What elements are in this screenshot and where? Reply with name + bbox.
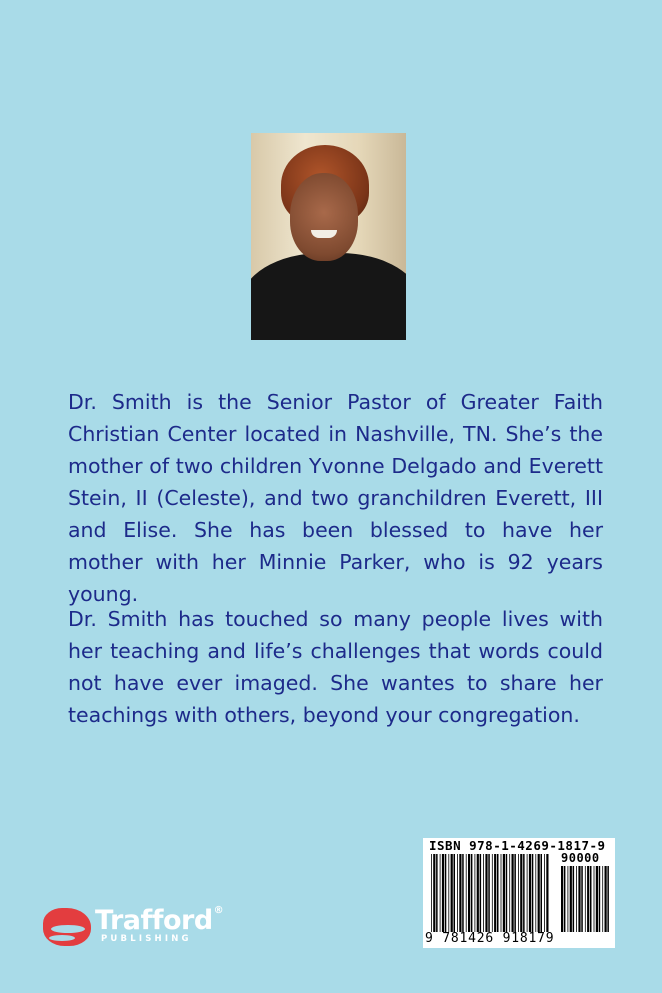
barcode-bar bbox=[471, 854, 473, 932]
barcode-bar bbox=[514, 854, 516, 932]
barcode-bar bbox=[433, 854, 435, 932]
author-face bbox=[290, 173, 358, 261]
barcode-bar bbox=[457, 854, 458, 932]
barcode-bar bbox=[475, 854, 476, 932]
barcode-bar bbox=[451, 854, 453, 932]
barcode-bar bbox=[485, 854, 487, 932]
barcode-bar bbox=[509, 854, 510, 932]
author-photo bbox=[251, 133, 406, 340]
barcode-bar bbox=[468, 854, 470, 932]
barcode-bar bbox=[576, 866, 577, 932]
barcode-bar bbox=[532, 854, 534, 932]
barcode-bar bbox=[541, 854, 543, 932]
barcode-bar bbox=[546, 854, 548, 932]
barcode-bar bbox=[535, 854, 536, 932]
isbn-label: ISBN 978-1-4269-1817-9 bbox=[429, 838, 606, 853]
barcode-bar bbox=[523, 854, 525, 932]
publisher-name: Trafford® bbox=[95, 905, 224, 936]
barcode-bar bbox=[607, 866, 609, 932]
barcode-bar bbox=[581, 866, 583, 932]
barcode-bar bbox=[448, 854, 449, 932]
publisher-tagline: PUBLISHING bbox=[101, 934, 192, 944]
barcode-bar bbox=[488, 854, 490, 932]
barcode-bar bbox=[494, 854, 496, 932]
ean-barcode-bars bbox=[431, 854, 549, 932]
barcode-bar bbox=[454, 854, 456, 932]
barcode-bar bbox=[462, 854, 464, 932]
barcode-bar bbox=[527, 854, 528, 932]
barcode-bar bbox=[501, 854, 502, 932]
barcode-bar bbox=[544, 854, 545, 932]
bio-paragraph-1: Dr. Smith is the Senior Pastor of Greater Faith Christian Center located in Nashville, TN. She’s the mother of two children Yvonne Delgado and Everett Stein, II (Celeste), and two granchildren Everett, III and Elise. She has been blessed to have her mother with her Minnie Parker, who is 92 years young. bbox=[68, 390, 603, 606]
barcode-addon-number: 90000 bbox=[561, 851, 600, 865]
barcode-bar bbox=[466, 854, 467, 932]
barcode-bar bbox=[506, 854, 508, 932]
barcode-bar bbox=[590, 866, 592, 932]
barcode-bar bbox=[599, 866, 601, 932]
barcode-bar bbox=[492, 854, 493, 932]
addon-barcode-bars bbox=[561, 866, 611, 932]
barcode-bar bbox=[503, 854, 505, 932]
barcode-bar bbox=[497, 854, 499, 932]
registered-mark: ® bbox=[213, 905, 224, 916]
barcode-bar bbox=[594, 866, 595, 932]
barcode-bar bbox=[568, 866, 569, 932]
barcode-bar bbox=[445, 854, 447, 932]
ean-digits: 9 781426 918179 bbox=[425, 931, 555, 946]
barcode-bar bbox=[520, 854, 522, 932]
barcode-bar bbox=[477, 854, 479, 932]
barcode-bar bbox=[512, 854, 514, 932]
barcode-bar bbox=[538, 854, 540, 932]
barcode-bar bbox=[480, 854, 482, 932]
isbn-barcode bbox=[423, 838, 615, 948]
barcode-bar bbox=[596, 866, 598, 932]
author-jacket bbox=[251, 253, 406, 340]
barcode-bar bbox=[442, 854, 444, 932]
barcode-bar bbox=[436, 854, 438, 932]
barcode-bar bbox=[605, 866, 607, 932]
barcode-bar bbox=[564, 866, 566, 932]
author-smile bbox=[311, 230, 337, 238]
barcode-bar bbox=[570, 866, 572, 932]
barcode-bar bbox=[483, 854, 484, 932]
barcode-bar bbox=[578, 866, 580, 932]
publisher-logo bbox=[43, 905, 228, 953]
barcode-bar bbox=[573, 866, 575, 932]
barcode-bar bbox=[529, 854, 531, 932]
barcode-bar bbox=[561, 866, 563, 932]
barcode-bar bbox=[459, 854, 461, 932]
barcode-bar bbox=[518, 854, 519, 932]
trafford-wave-icon bbox=[43, 908, 91, 946]
barcode-bar bbox=[431, 854, 432, 932]
barcode-bar bbox=[440, 854, 441, 932]
barcode-bar bbox=[585, 866, 586, 932]
bio-paragraph-2: Dr. Smith has touched so many people lives with her teaching and life’s challenges that words could not have ever imaged. She wantes to share her teachings with others, beyond your congregation. bbox=[68, 607, 603, 727]
barcode-bar bbox=[587, 866, 589, 932]
barcode-bar bbox=[602, 866, 603, 932]
